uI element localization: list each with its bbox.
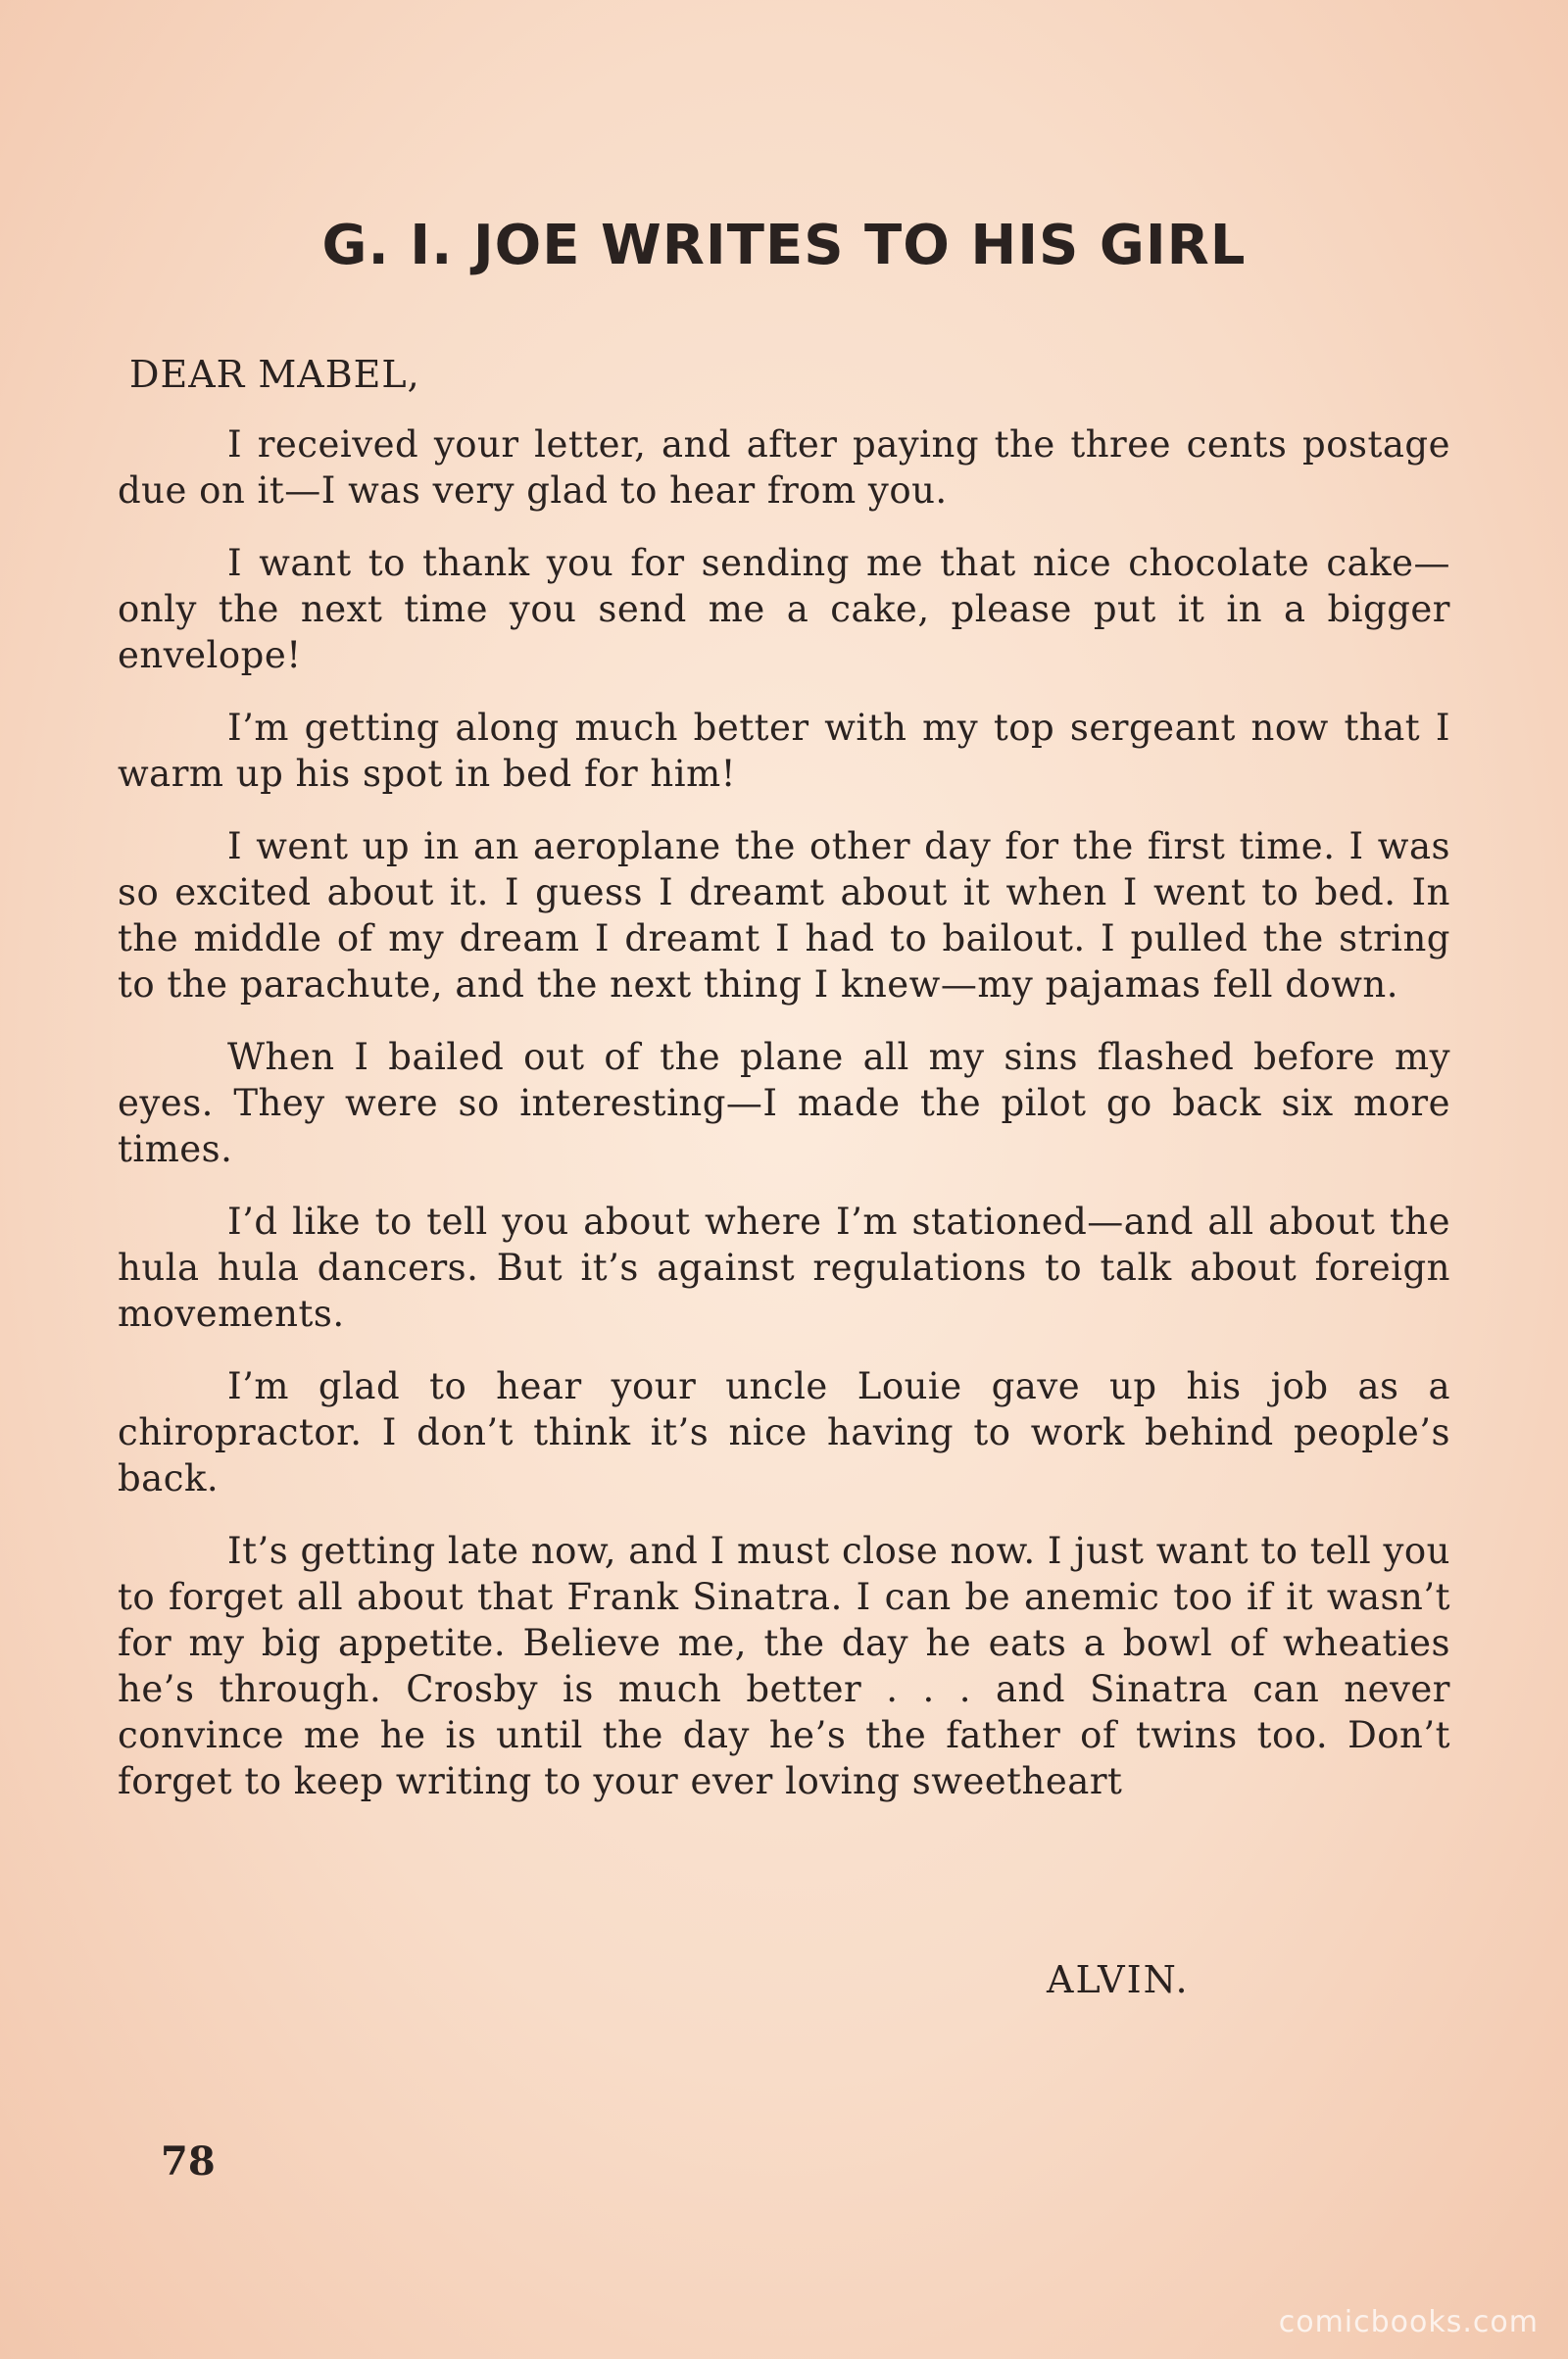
letter-paragraph: I went up in an aeroplane the other day for the first time. I was so excited about it. I guess I dreamt about it when I went to bed. In the middle of my dream I dreamt I had to bailout. I pulled the string to the parachute, and the next thing I knew—my pajamas fell down.: [118, 825, 1450, 1006]
letter-paragraph: I want to thank you for sending me that nice chocolate cake—only the next time you send me a cake, please put it in a bigger envelope!: [118, 542, 1450, 676]
watermark: comicbooks.com: [1278, 2305, 1539, 2339]
signature: ALVIN.: [1047, 1958, 1190, 2001]
page-number: 78: [161, 2138, 216, 2185]
letter-paragraph: I’m getting along much better with my top sergeant now that I warm up his spot in bed for him!: [118, 707, 1450, 795]
letter-body: [118, 421, 1450, 1831]
letter-paragraph: It’s getting late now, and I must close now. I just want to tell you to forget all about that Frank Sinatra. I can be anemic too if it wasn’t for my big appetite. Believe me, the day he eats a bowl of wheaties he’s through. Crosby is much better . . . and Sinatra can never convince me he is until the day he’s the father of twins too. Don’t forget to keep writing to your ever loving sweetheart: [118, 1530, 1450, 1802]
letter-paragraph: I’d like to tell you about where I’m stationed—and all about the hula hula dancers. But it’s against regulations to talk about foreign movements.: [118, 1201, 1450, 1335]
letter-paragraph: I’m glad to hear your uncle Louie gave up his job as a chiropractor. I don’t think it’s nice having to work behind people’s back.: [118, 1365, 1450, 1499]
letter-paragraph: When I bailed out of the plane all my sins flashed before my eyes. They were so interesting—I made the pilot go back six more times.: [118, 1036, 1450, 1170]
salutation: DEAR MABEL,: [129, 353, 420, 396]
page-title: G. I. JOE WRITES TO HIS GIRL: [321, 214, 1247, 277]
letter-paragraph: I received your letter, and after paying the three cents postage due on it—I was very glad to hear from you.: [118, 423, 1450, 512]
